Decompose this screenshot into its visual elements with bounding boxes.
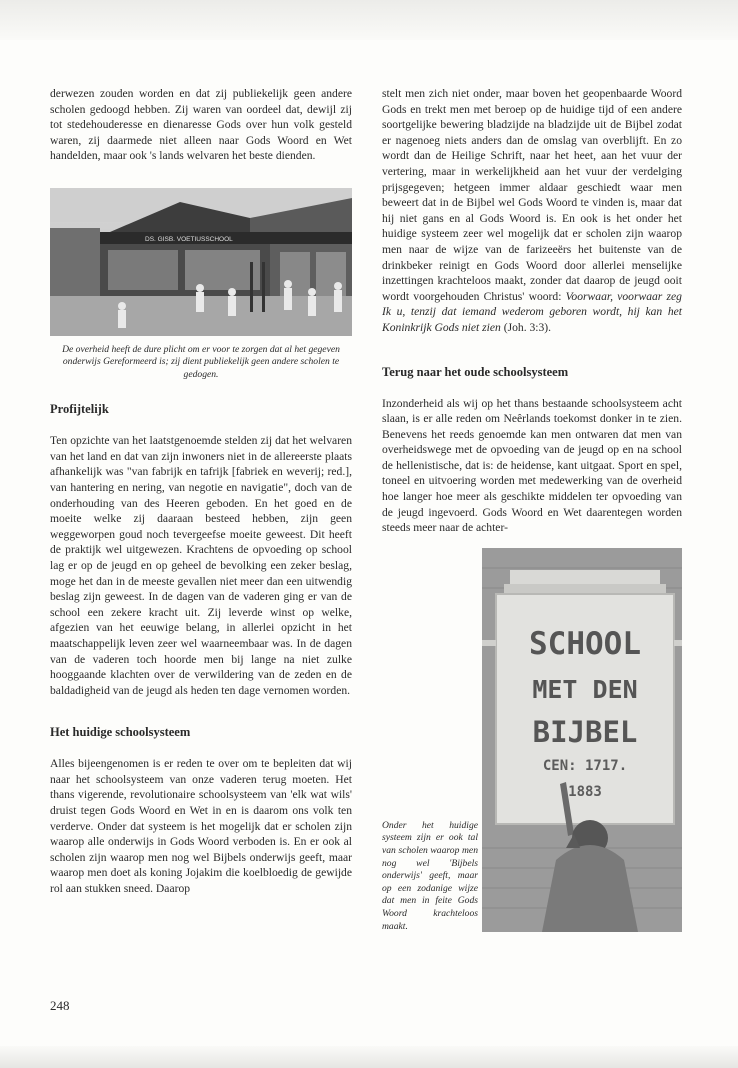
page-bottom-edge (0, 1046, 738, 1068)
bible-reference: (Joh. 3:3). (500, 320, 552, 334)
sign-line-school: SCHOOL (529, 625, 641, 662)
right-paragraph-1 (382, 86, 682, 336)
school-sign-text: DS. GISB. VOETIUSSCHOOL (145, 235, 233, 243)
page-number: 248 (50, 998, 70, 1013)
bottom-right-figure (382, 548, 682, 932)
photo-caption: De overheid heeft de dure plicht om er voor te zorgen dat al het gegeven onderwijs Gereformeerd is; zij dient publiekelijk geen andere scholen te gedogen. (62, 343, 340, 380)
page-top-edge (0, 0, 738, 40)
school-sign-illustration (482, 548, 682, 932)
right-column (382, 86, 682, 932)
heading-profijtelijk: Profijtelijk (50, 402, 109, 417)
sign-year: 1883 (568, 783, 602, 800)
school-building-photo (50, 188, 352, 336)
heading-huidige-schoolsysteem: Het huidige schoolsysteem (50, 725, 191, 740)
left-paragraph-3: Alles bijeengenomen is er reden te over om te bepleiten dat wij naar het schoolsysteem van onze vaderen terug moeten. Het thans vigerende, revolutionaire schoolsysteem van 'elk wat wils' druist tegen Gods Woord en Wet in en is daarom ons volk ten verderve. Onder dat systeem is het mogelijk dat er scholen zijn waarop alle onderwijs in Gods Woord verboden is. En er ook al scholen zijn waarop men nog wel Bijbels onderwijs geeft, maar waarop men doet als koning Jojakim die koelbloedig de gewijde rol aan stukken sneed. Daarop (50, 757, 352, 896)
right-paragraph-2: Inzonderheid als wij op het thans bestaande schoolsysteem acht slaan, is er alle reden om Neêrlands toekomst donker in te zien. Benevens het reeds genoemde kan men ontwaren dat men van overheidswege met de opvoeding van de jeugd op en na school de hellenistische, dat is: de heidense, kant uitgaat. Sport en spel, toneel en uitvoering worden met medewerking van de overheid hoe langer hoe meer als geschikte middelen ter opvoeding van de jeugd ingevoerd. Gods Woord en Wet daarentegen worden steeds meer naar de achter- (382, 396, 682, 535)
school-building-illustration (50, 188, 352, 336)
school-sign-photo (482, 548, 682, 932)
sign-line-bijbel: BIJBEL (532, 714, 638, 749)
left-paragraph-1: derwezen zouden worden en dat zij publiekelijk geen andere scholen gedoogd hebben. Zij waren van oordeel dat, dewijl zij tot stedehouderesse en dienaresse Gods over hun volk gesteld waren, zij daarmede niet alleen naar Gods Woord en Wet handelden, maar ook 's lands welvaren het beste dienden. (50, 87, 352, 163)
right-paragraph-1-text: stelt men zich niet onder, maar boven het geopenbaarde Woord Gods en trekt men met beroep op de huidige tijd of een andere soortgelijke bewering bladzijde na bladzijde uit de Bijbel zodat er nagenoeg niets anders dan de omslag van overblijft. En zo wordt dan de Heilige Schrift, naar het heet, aan het vuur der vertering, maar in werkelijkheid aan het vuur der verdelging prijsgegeven; hetgeen immer aldaar geschiedt waar men beweert dat in de Bijbel wel Gods Woord te vinden is, maar dat hij niet gans en al Gods Woord is. En ook is het onder het huidige systeem zeer wel mogelijk dat er scholen zijn waarop men naar de wijze van de farizeeërs het buitenste van de drinkbeker reinigt en Gods Woord door allerlei menselijke inzettingen krachteloos maakt, zonder dat daarop de jeugd ooit wordt voorgehouden Christus' woord: (382, 87, 682, 303)
left-paragraph-2: Ten opzichte van het laatstgenoemde stelden zij dat het welvaren van het land en dat van zijn inwoners niet in de allereerste plaats afhankelijk was "van fabrijk en tafrijk [fabriek en weverij; red.], van hantering en nering, van negotie en navigatie", doch van de onderhouding van des Heeren geboden. En het goed en de moeite welke zij daaraan besteed hebben, zijn geen weggeworpen goud noch tevergeefse moeite geweest. Dit heeft de praktijk wel uitgewezen. Krachtens de opvoeding op school lag er op de jeugd en op geheel de bevolking een zeker beslag, moge het dan in de meeste gevallen niet meer dan een uitwendig beslag zijn geweest. In de dagen van de vaderen ging er van de school een zekere kracht uit. Zij leverde winst op welke, afgezien van het eeuwige belang, in allerlei opzicht in het maatschappelijk leven zeer wel waarneembaar was. In de dagen van de vaderen toch hoorde men bij lange na niet zulke hooggaande klachten over de verwildering van de zeden en de baldadigheid van de jeugd als heden ten dage vernomen worden. (50, 434, 352, 697)
sign-date: CEN: 1717. (542, 757, 628, 774)
left-column (50, 86, 352, 897)
side-caption: Onder het huidige systeem zijn er ook tal van scholen waarop men nog wel 'Bijbels onderwijs' geeft, maar op een zodanige wijze dat men in feite Gods Woord krachteloos maakt. (382, 819, 478, 932)
bible-quote: Voorwaar, voorwaar zeg Ik u, tenzij dat iemand wederom geboren wordt, hij kan het Koninkrijk Gods niet zien (382, 289, 682, 334)
heading-terug-naar-oude-schoolsysteem: Terug naar het oude schoolsysteem (382, 364, 569, 379)
sign-line-met-den: MET DEN (532, 674, 638, 704)
